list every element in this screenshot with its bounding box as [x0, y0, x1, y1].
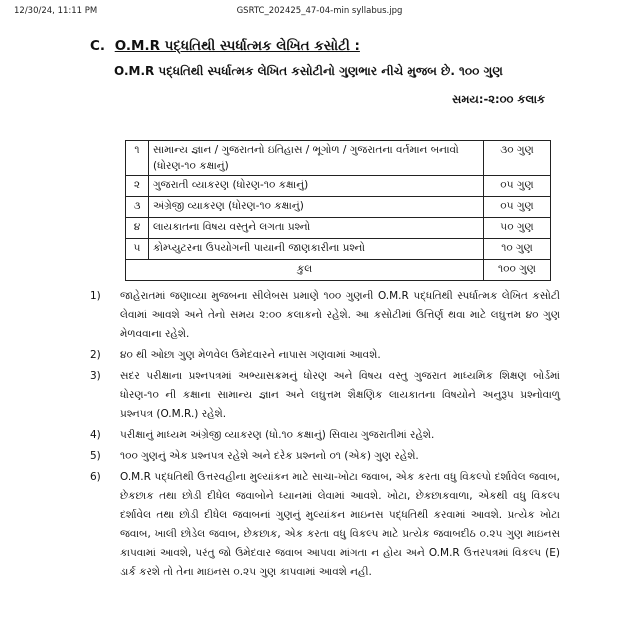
rule-number: 3)	[90, 370, 101, 382]
rule-number: 6)	[90, 471, 101, 483]
list-item	[90, 447, 560, 466]
row-number: ૨	[126, 176, 149, 197]
row-number: ૩	[126, 197, 149, 218]
table-row	[126, 239, 551, 260]
table-total-row	[126, 260, 551, 281]
exam-duration: સમય:-૨:૦૦ કલાક	[452, 92, 546, 106]
row-marks: ૫૦ ગુણ	[484, 218, 551, 239]
rule-number: 4)	[90, 429, 101, 441]
section-heading	[90, 38, 360, 54]
row-subject: કોમ્પ્યુટરના ઉપયોગની પાયાની જાણકારીના પ્રશ્નો	[149, 239, 484, 260]
section-subtitle: O.M.R પદ્ધતિથી સ્પર્ધાત્મક લેખિત કસોટીનો ગુણભાર નીચે મુજબ છે. ૧૦૦ ગુણ	[114, 64, 503, 78]
rule-text: સદર પરીક્ષાના પ્રશ્નપત્રમાં અભ્યાસક્રમનું ધોરણ અને વિષય વસ્તુ ગુજરાત માધ્યમિક શિક્ષણ બોર્ડમાં ધોરણ-૧૦ ની કક્ષાના સામાન્ય જ્ઞાન અને લઘુત્તમ શૈક્ષણિક લાયકાતના વિષયોને અનુરૂપ પ્રશ્નોવાળુ પ્રશ્નપત્ર (O.M.R.) રહેશે.	[120, 370, 560, 420]
total-marks: ૧૦૦ ગુણ	[484, 260, 551, 281]
row-number: ૫	[126, 239, 149, 260]
row-subject: ગુજરાતી વ્યાકરણ (ધોરણ-૧૦ કક્ષાનું)	[149, 176, 484, 197]
row-number: ૧	[126, 141, 149, 176]
section-title: O.M.R પદ્ધતિથી સ્પર્ધાત્મક લેખિત કસોટી :	[114, 38, 360, 54]
rule-text: ૪૦ થી ઓછા ગુણ મેળવેલ ઉમેદવારને નાપાસ ગણવામાં આવશે.	[120, 349, 381, 361]
print-datetime: 12/30/24, 11:11 PM	[14, 6, 98, 16]
row-number: ૪	[126, 218, 149, 239]
row-marks: ૩૦ ગુણ	[484, 141, 551, 176]
rule-number: 5)	[90, 450, 101, 462]
list-item	[90, 287, 560, 344]
list-item	[90, 468, 560, 582]
row-subject: અંગ્રેજી વ્યાકરણ (ધોરણ-૧૦ કક્ષાનું)	[149, 197, 484, 218]
list-item	[90, 367, 560, 424]
total-label: કુલ	[126, 260, 484, 281]
row-marks: ૧૦ ગુણ	[484, 239, 551, 260]
rule-text: જાહેરાતમાં જણાવ્યા મુજબના સીલેબસ પ્રમાણે ૧૦૦ ગુણની O.M.R પદ્ધતિથી સ્પર્ધાત્મક લેખિત કસોટી લેવામાં આવશે અને તેનો સમય ૨:૦૦ કલાકનો રહેશે. આ કસોટીમાં ઉત્તિર્ણ થવા માટે લઘુત્તમ ૪૦ ગુણ મેળવવાના રહેશે.	[120, 290, 560, 340]
row-subject: લાયકાતના વિષય વસ્તુને લગતા પ્રશ્નો	[149, 218, 484, 239]
row-subject: સામાન્ય જ્ઞાન / ગુજરાતનો ઇતિહાસ / ભૂગોળ / ગુજરાતના વર્તમાન બનાવો (ધોરણ-૧૦ કક્ષાનું)	[149, 141, 484, 176]
marks-table	[125, 140, 551, 281]
list-item	[90, 426, 560, 445]
table-row	[126, 218, 551, 239]
rule-number: 2)	[90, 349, 101, 361]
rule-text: પરીક્ષાનું માધ્યમ અંગ્રેજી વ્યાકરણ (ધો.૧૦ કક્ષાનું) સિવાય ગુજરાતીમાં રહેશે.	[120, 429, 435, 441]
table-row	[126, 141, 551, 176]
list-item	[90, 346, 560, 365]
row-marks: ૦૫ ગુણ	[484, 176, 551, 197]
print-filename: GSRTC_202425_47-04-min syllabus.jpg	[236, 6, 403, 16]
section-label: C.	[90, 38, 106, 54]
rule-text: ૧૦૦ ગુણનું એક પ્રશ્નપત્ર રહેશે અને દરેક પ્રશ્નનો ૦૧ (એક) ગુણ રહેશે.	[120, 450, 419, 462]
rule-number: 1)	[90, 290, 101, 302]
table-row	[126, 176, 551, 197]
rule-text: O.M.R પદ્ધતિથી ઉત્તરવહીના મુલ્યાંકન માટે સાચા-ખોટા જવાબ, એક કરતા વધુ વિકલ્પો દર્શાવેલ જવાબ, છેકછાક તથા છોડી દીધેલ જવાબોને ધ્યાનમાં લેવામાં આવશે. ખોટા, છેકછાકવાળા, એકથી વધુ વિકલ્પ દર્શાવેલ તથા છોડી દીધેલ જવાબનાં ગુણનું મુલ્યાંકન માઇનસ પદ્ધતિથી કરવામાં આવશે. પ્રત્યેક ખોટા જવાબ, ખાલી છોડેલ જવાબ, છેકછાક, એક કરતા વધુ વિકલ્પ માટે પ્રત્યેક જવાબદીઠ ૦.૨૫ ગુણ માઇનસ કાપવામાં આવશે, પરંતુ જો ઉમેદવાર જવાબ આપવા માંગતા ન હોય અને O.M.R ઉત્તરપત્રમાં વિકલ્પ (E) ડાર્ક કરશે તો તેના માઇનસ ૦.૨૫ ગુણ કાપવામાં આવશે નહી.	[120, 471, 560, 578]
row-marks: ૦૫ ગુણ	[484, 197, 551, 218]
rules-list	[90, 287, 560, 584]
table-row	[126, 197, 551, 218]
